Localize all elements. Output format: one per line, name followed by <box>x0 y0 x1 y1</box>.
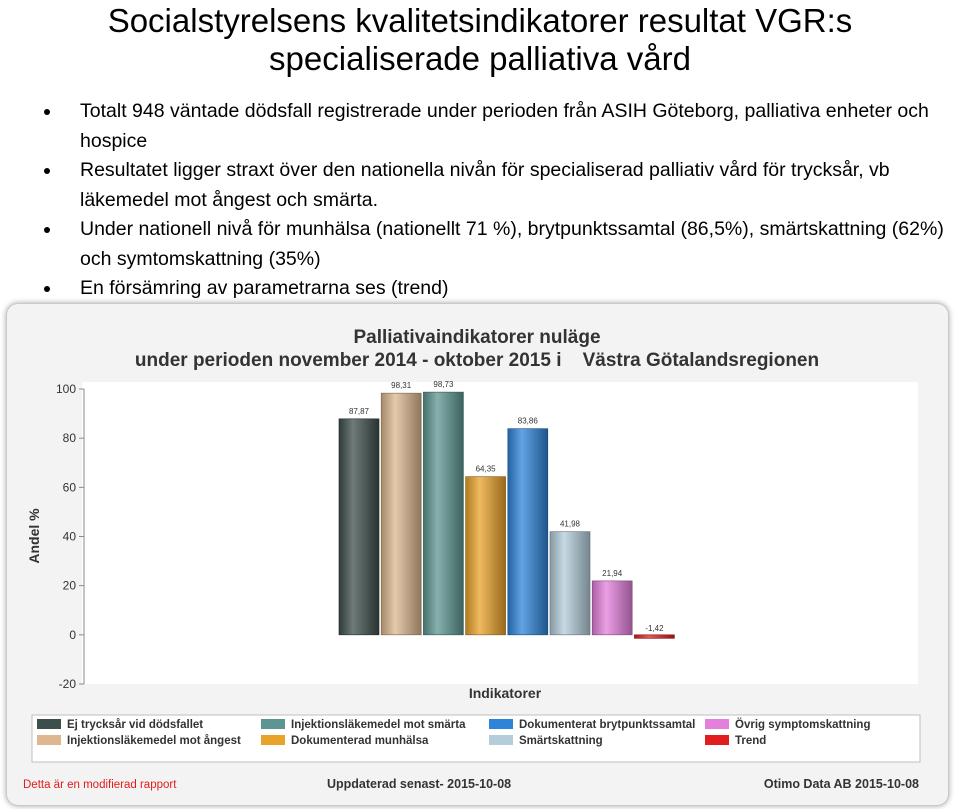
footer-note: Detta är en modifierad rapport <box>23 779 177 791</box>
bullet-dot-icon <box>44 168 50 174</box>
slide-title <box>0 2 960 78</box>
y-tick-label: -20 <box>58 677 76 691</box>
bar-value-label: 83,86 <box>517 416 538 426</box>
bullet-dot-icon <box>44 109 50 115</box>
y-tick-label: 100 <box>55 382 76 396</box>
bullet-text: Totalt 948 väntade dödsfall registrerade under perioden från ASIH Göteborg, palliativa enheter och hospice <box>80 100 929 152</box>
legend-swatch <box>261 735 285 745</box>
bullet-dot-icon <box>44 286 50 292</box>
legend-label: Dokumenterad munhälsa <box>291 735 429 747</box>
bar-value-label: 87,87 <box>348 406 370 416</box>
y-tick-label: 0 <box>69 627 76 642</box>
slide-title-line-2: specialiserade palliativa vård <box>269 40 691 77</box>
bullet-item <box>40 97 945 156</box>
legend-swatch <box>261 719 285 729</box>
legend-label: Dokumenterat brytpunktssamtal <box>519 719 696 731</box>
footer-updated: Uppdaterad senast- 2015-10-08 <box>327 777 512 791</box>
bar-value-label: 21,94 <box>602 568 623 578</box>
y-tick-label: 40 <box>62 529 76 544</box>
legend-label: Injektionsläkemedel mot ångest <box>67 735 241 747</box>
bar-value-label: 64,35 <box>475 464 496 474</box>
bullet-item <box>40 156 945 215</box>
bar <box>592 581 632 635</box>
legend-label: Ej trycksår vid dödsfallet <box>67 719 204 731</box>
bullet-list <box>40 97 945 304</box>
bullet-text: Resultatet ligger straxt över den nationella nivån för specialiserad palliativ vård för trycksår, vb läkemedel mot ångest och smärta. <box>80 159 890 211</box>
legend-swatch <box>37 735 61 745</box>
bullet-item <box>40 215 945 274</box>
bar <box>508 429 548 635</box>
legend-swatch <box>705 719 729 729</box>
bar <box>339 419 379 635</box>
bar-value-label: 41,98 <box>559 519 581 529</box>
legend-swatch <box>489 719 513 729</box>
legend-swatch <box>489 735 513 745</box>
bullet-text: Under nationell nivå för munhälsa (nationellt 71 %), brytpunktssamtal (86,5%), smärtskattning (62%) och symtomskattning (35%) <box>80 218 944 270</box>
bar-chart <box>7 304 948 805</box>
bullet-dot-icon <box>44 227 50 233</box>
footer-source: Otimo Data AB 2015-10-08 <box>763 777 919 791</box>
bar <box>381 393 421 635</box>
y-tick-label: 20 <box>62 578 76 593</box>
bar <box>466 477 506 635</box>
slide-title-line-1: Socialstyrelsens kvalitetsindikatorer resultat VGR:s <box>107 2 853 39</box>
legend-swatch <box>37 719 61 729</box>
bullet-text: En försämring av parametrarna ses (trend) <box>80 277 449 299</box>
legend-label: Smärtskattning <box>519 735 603 747</box>
bar-value-label: 98,31 <box>391 381 412 391</box>
legend-label: Injektionsläkemedel mot smärta <box>291 719 466 731</box>
bar-value-label: 98,73 <box>433 380 454 390</box>
y-axis-label: Andel % <box>26 508 42 564</box>
bar <box>423 392 463 635</box>
chart-subtitle: under perioden november 2014 - oktober 2015 i Västra Götalandsregionen <box>134 350 820 371</box>
bar-value-label: -1,42 <box>645 623 664 633</box>
chart-frame <box>6 303 949 806</box>
bullet-item <box>40 274 945 304</box>
legend-swatch <box>705 735 729 745</box>
y-tick-label: 60 <box>62 480 76 495</box>
legend-label: Övrig symptomskattning <box>735 719 871 731</box>
x-axis-label: Indikatorer <box>468 685 542 701</box>
legend-label: Trend <box>735 735 767 747</box>
bar <box>634 635 674 638</box>
y-axis <box>56 382 84 691</box>
y-tick-label: 80 <box>62 431 76 446</box>
chart-title: Palliativaindikatorer nuläge <box>353 327 601 348</box>
bar <box>550 532 590 635</box>
